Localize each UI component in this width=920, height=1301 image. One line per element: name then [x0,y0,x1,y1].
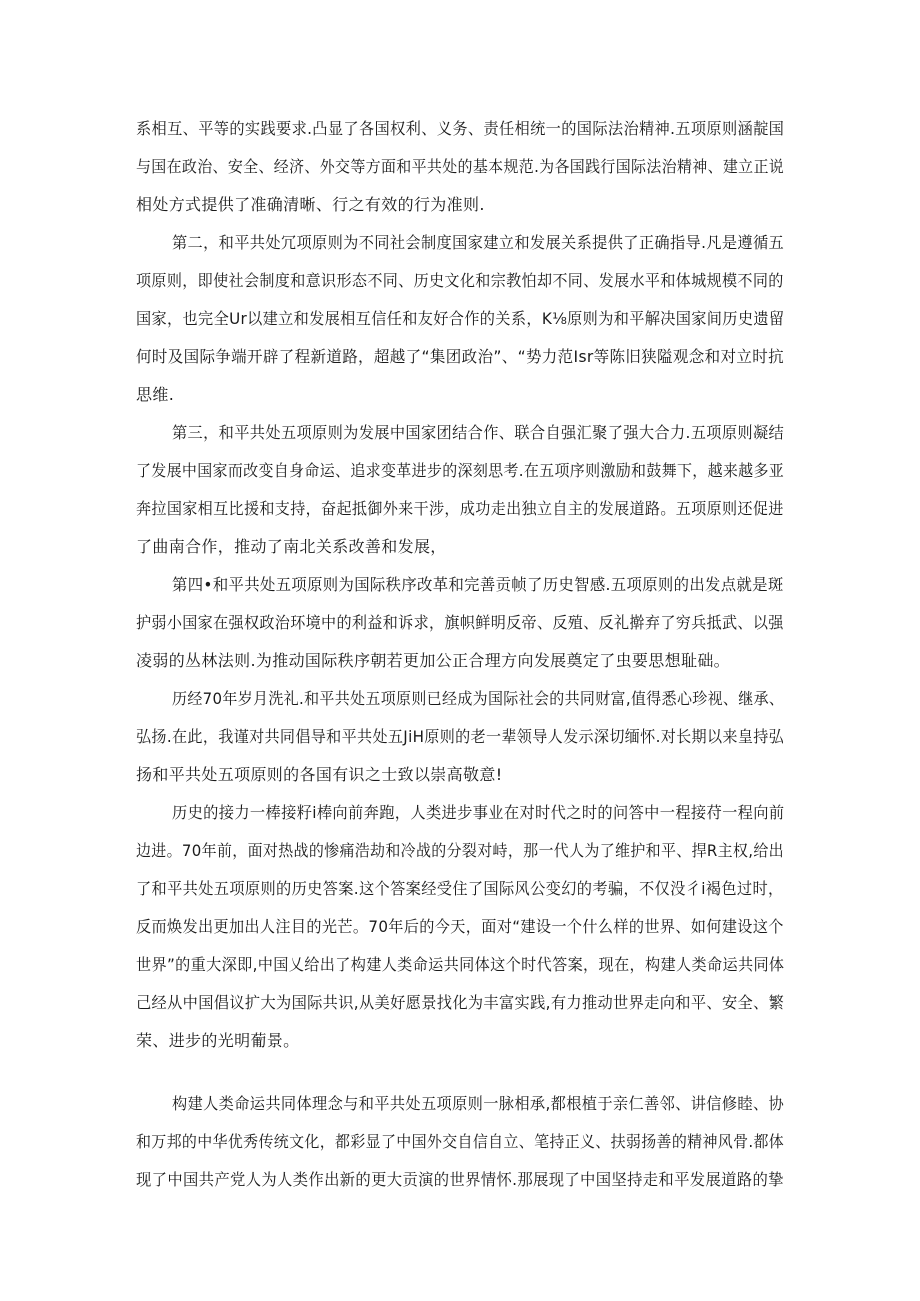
text-line: 护弱小国家在强权政治环境中的利益和诉求，旗帜鲜明反帝、反殖、反礼擀弃了穷兵抵武、以强 [136,613,784,632]
text-line: 与国在政治、安全、经济、外交等方面和平共处的基本规范.为各国践行国际法治精神、建立正说 [136,157,785,176]
text-line: 国家，也完全Ur以建立和发展相互信任和友好合作的关系，K⅛原则为和平解决国家间历史遗留 [136,309,785,328]
text-line: 现了中国共产党人为人类作出新的更大贡演的世界情怀.那展现了中国坚持走和平发展道路的挚 [136,1170,784,1189]
text-line: 扬和平共处五项原则的各国有识之士致以崇高敬意! [136,765,503,784]
text-line: 系相互、平等的实践要求.凸显了各国权利、义务、责任相统一的国际法治精神.五项原则涵靛国 [136,119,785,138]
text-line: 历经70年岁月洗礼.和平共处五项原则已经成为国际社会的共同财富,值得悉心珍视、继承、 [172,689,785,708]
text-line: 反而焕发出更加出人注目的光芒。70年后的今天，面对“建设一个什么样的世界、如何建设这个 [136,917,784,936]
text-line: 弘扬.在此，我谨对共同倡导和平共处五JiH原则的老一辈领导人发示深切缅怀.对长期以来皇持弘 [136,727,785,746]
text-line: 己经从中国倡议扩大为国际共识,从美好愿景找化为丰富实践,有力推动世界走向和平、安全、繁 [136,993,785,1012]
text-line: 凌弱的丛林法则.为推动国际秩序朝若更加公正合理方向发展奠定了虫要思想耻础。 [136,651,731,670]
text-line: 何时及国际争端开辟了程新道路，超越了“集团政治”、“势力范Isr等陈旧狭隘观念和对立时抗 [136,347,784,366]
text-line: 和万邦的中华优秀传统文化，都彩显了中国外交自信自立、笔持正义、扶弱扬善的精神风骨.都体 [136,1132,785,1151]
text-line: 荣、进步的光明葡景。 [136,1031,300,1050]
text-line: 了曲南合作，推动了南北关系改善和发展， [136,537,447,556]
text-line: 历史的接力一棒接籽i棒向前奔跑，人类进步事业在对时代之时的问答中一程接苻一程向前 [172,803,785,822]
text-line: 边进。70年前，面对热战的惨痛浩劫和冷战的分裂对峙，那一代人为了维护和平、捍R主权,给出 [136,841,784,860]
text-line: 奔拉国家相互比援和支持，奋起抵御外来干涉，成功走出独立自主的发展道路。五项原则还促进 [136,499,784,518]
text-line: 项原则，即使社会制度和意识形态不同、历史文化和宗教怕却不同、发展水平和体城规模不同的 [136,271,784,290]
text-line: 第二，和平共处冗项原则为不同社会制度国家建立和发展关系提供了正确指导.凡是遵循五 [172,233,785,252]
text-line: 相处方式提供了准确清晰、行之有效的行为准则. [136,195,485,214]
text-line: 第三，和平共处五项原则为发展中国家团结合作、联合自强汇聚了强大合力.五项原则凝结 [172,423,785,442]
text-line: 第四•和平共处五项原则为国际秩序改革和完善贡帧了历史智感.五项原则的出发点就是斑 [172,575,784,594]
text-line: 了和平共处五项原则的历史答案.这个答案经受住了国际风公变幻的考骗，不仅没彳i褐色过时， [136,879,784,898]
text-line: 思维. [136,385,175,404]
text-line: 了发展中国家而改变自身命运、追求变革进步的深刻思考.在五项序则激励和鼓舞下，越来越多亚 [136,461,785,480]
text-line: 构建人类命运共同体理念与和平共处五项原则一脉相承,都根植于亲仁善邻、讲信修睦、协 [172,1094,785,1113]
text-line: 世界”的重大深即,中国乂给出了构建人类命运共同体这个时代答案，现在，构建人类命运共同体 [136,955,785,974]
